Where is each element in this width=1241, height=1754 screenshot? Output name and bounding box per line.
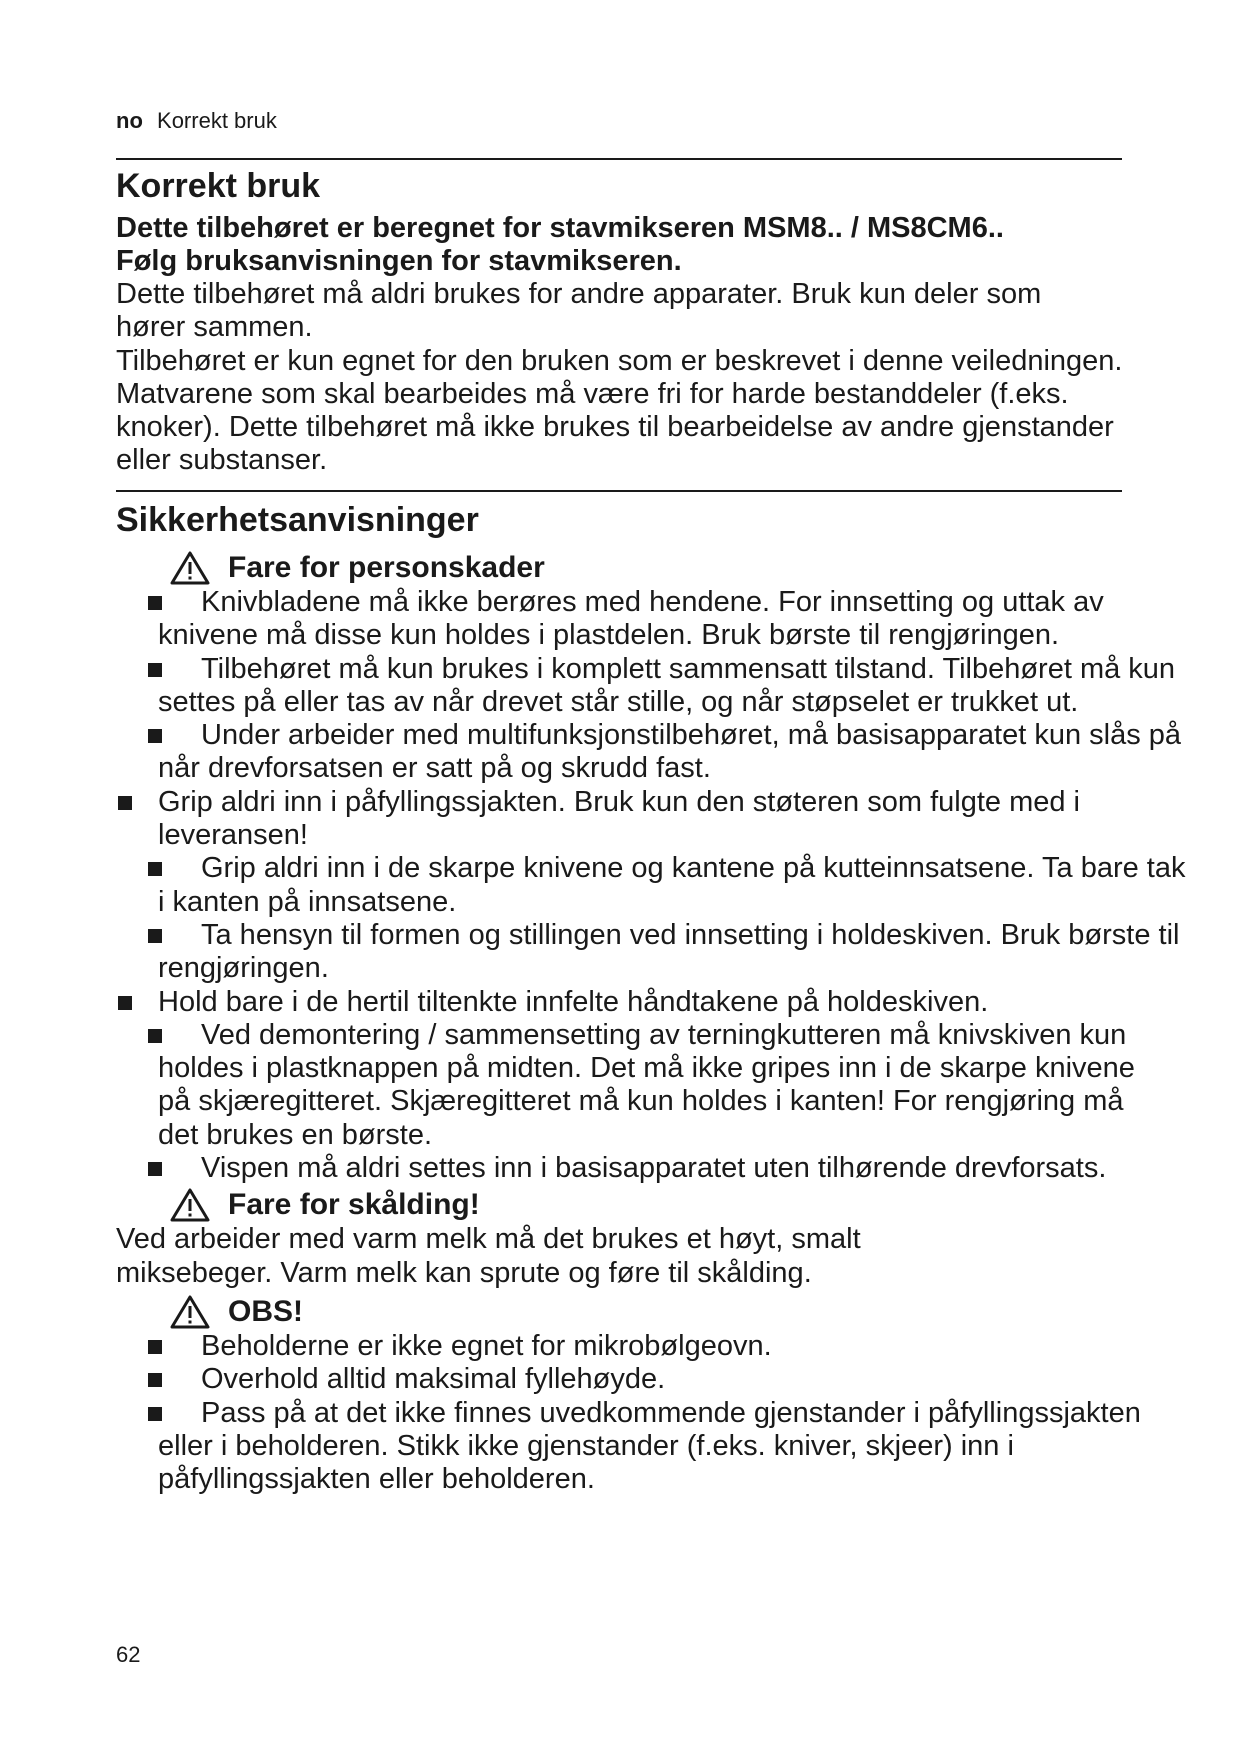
section-divider (116, 490, 1122, 492)
warning-title: OBS! (228, 1294, 303, 1328)
bullet-square (118, 996, 132, 1010)
bullet-square (148, 663, 162, 677)
running-header (116, 108, 277, 134)
warning-triangle-icon (170, 551, 210, 585)
list-item: Ved demontering / sammensetting av terningkutteren må knivskiven kun holdes i plastknappen på midten. Det må ikke gripes inn i de skarpe knivene på skjæregitteret. Skjæregitteret må kun holdes i kanten! For rengjøring må det brukes en børste. (116, 1019, 1158, 1152)
list-item: Grip aldri inn i de skarpe knivene og kantene på kutteinnsatsene. Ta bare tak i kanten på innsatsene. (116, 852, 1196, 919)
section-divider (116, 158, 1122, 160)
list-item: Vispen må aldri settes inn i basisapparatet uten tilhørende drevforsats. (116, 1152, 1196, 1185)
body-paragraph: Tilbehøret er kun egnet for den bruken som er beskrevet i denne veiledningen. Matvarene som skal bearbeides må være fri for harde bestanddeler (f.eks. knoker). Dette tilbehøret må ikke brukes til bearbeidelse av andre gjenstander eller substanser. (116, 344, 1123, 477)
list-item: Grip aldri inn i påfyllingssjakten. Bruk kun den støteren som fulgte med i leveransen! (116, 786, 1128, 853)
bullet-square (148, 1373, 162, 1387)
warning-list (116, 586, 1196, 1185)
warning-title: Fare for personskader (228, 551, 545, 584)
list-item: Knivbladene må ikke berøres med hendene. For innsetting og uttak av knivene må disse kun holdes i plastdelen. Bruk børste til rengjøringen. (116, 586, 1196, 653)
warning-heading (170, 1294, 1196, 1330)
bullet-square (148, 729, 162, 743)
bullet-square (118, 796, 132, 810)
section-title: Sikkerhetsanvisninger (116, 501, 479, 539)
warning-heading (170, 550, 1196, 586)
header-section-title: Korrekt bruk (157, 108, 277, 133)
bullet-square (148, 1162, 162, 1176)
page-number: 62 (116, 1642, 141, 1667)
body-paragraph: Dette tilbehøret må aldri brukes for andre apparater. Bruk kun deler som hører sammen. (116, 278, 1042, 344)
list-item: Overhold alltid maksimal fyllehøyde. (116, 1363, 1196, 1396)
warning-list (116, 1330, 1196, 1496)
section-safety (116, 500, 1196, 1496)
section-correct-use (116, 166, 1196, 478)
intro-bold-text (116, 212, 1196, 278)
bullet-square (148, 929, 162, 943)
bullet-square (148, 596, 162, 610)
warning-triangle-icon (170, 1295, 210, 1329)
list-item: Under arbeider med multifunksjonstilbehøret, må basisapparatet kun slås på når drevforsatsen er satt på og skrudd fast. (116, 719, 1196, 786)
list-item: Ta hensyn til formen og stillingen ved innsetting i holdeskiven. Bruk børste til rengjøringen. (116, 919, 1196, 986)
list-item: Beholderne er ikke egnet for mikrobølgeovn. (116, 1330, 1196, 1363)
intro-bold-line: Følg bruksanvisningen for stavmikseren. (116, 245, 682, 277)
bullet-square (148, 1407, 162, 1421)
list-item: Pass på at det ikke finnes uvedkommende gjenstander i påfyllingssjakten eller i beholderen. Stikk ikke gjenstander (f.eks. kniver, skjeer) inn i påfyllingssjakten eller beholderen. (116, 1397, 1158, 1497)
list-item: Hold bare i de hertil tiltenkte innfelte håndtakene på holdeskiven. (116, 986, 1196, 1019)
warning-heading (170, 1187, 1196, 1223)
warning-title: Fare for skålding! (228, 1188, 480, 1222)
bullet-square (148, 1340, 162, 1354)
bullet-square (148, 1029, 162, 1043)
bullet-square (148, 862, 162, 876)
body-paragraph: Ved arbeider med varm melk må det brukes et høyt, smalt miksebeger. Varm melk kan sprute og føre til skålding. (116, 1223, 861, 1289)
intro-bold-line: Dette tilbehøret er beregnet for stavmikseren MSM8.. / MS8CM6.. (116, 212, 1004, 244)
list-item: Tilbehøret må kun brukes i komplett sammensatt tilstand. Tilbehøret må kun settes på eller tas av når drevet står stille, og når støpselet er trukket ut. (116, 653, 1196, 720)
warning-triangle-icon (170, 1188, 210, 1222)
section-title: Korrekt bruk (116, 167, 321, 205)
language-code: no (116, 108, 143, 133)
